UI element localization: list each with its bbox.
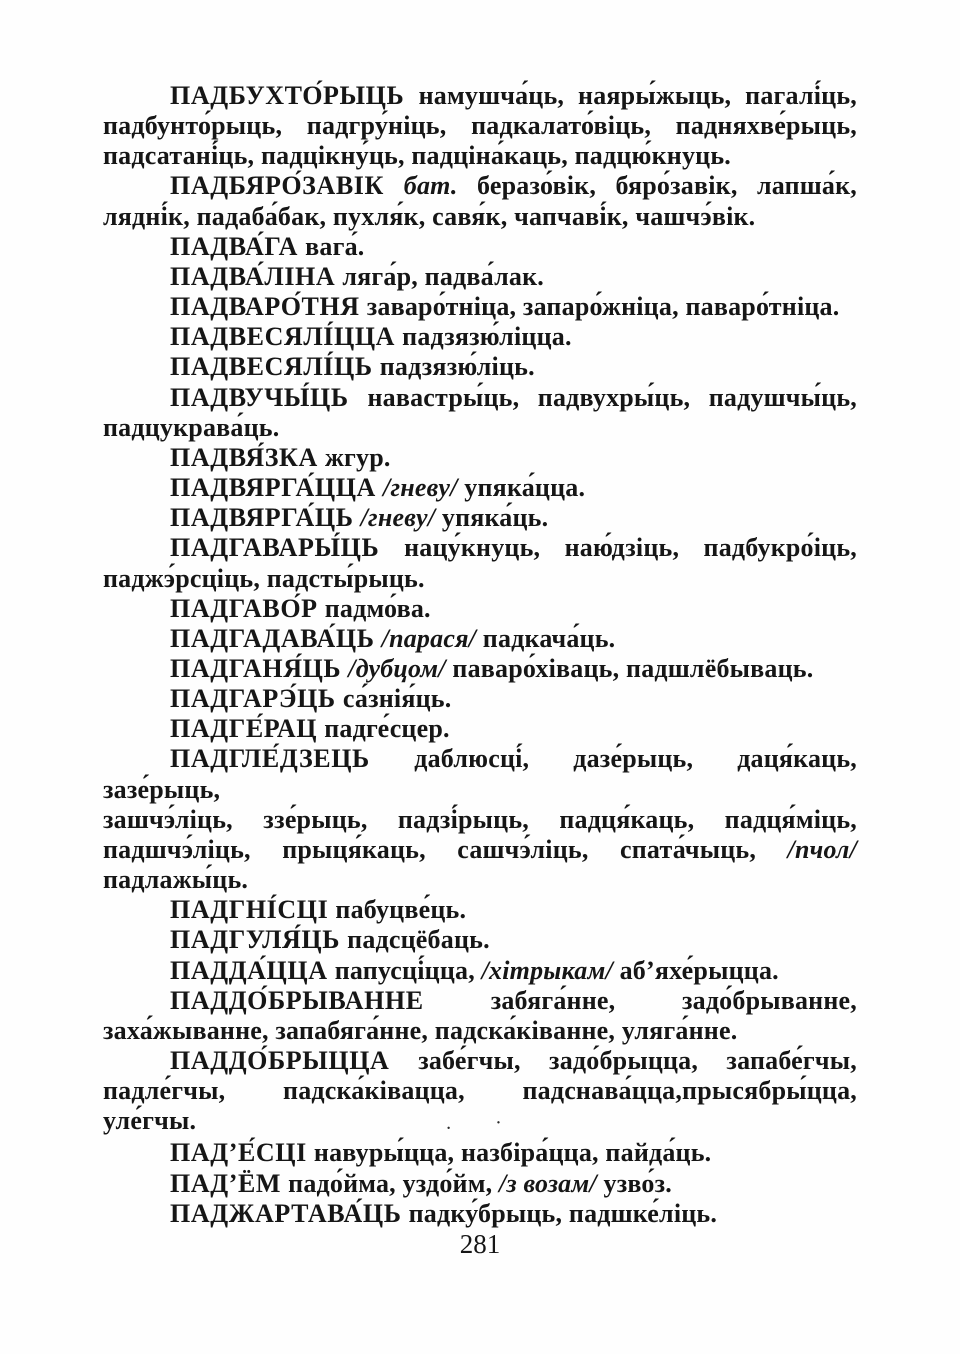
text-line [103, 925, 857, 955]
text-segment: даблюсці́, дазе́рыць, даця́каць, зазе́рыць, [103, 744, 858, 804]
headword: ПАДДО́БРЫЦЦА [170, 1046, 419, 1075]
headword: ПАДГЛЕ́ДЗЕЦЬ [170, 744, 415, 774]
headword: ПАДВЯРГА́ЦЦА [170, 473, 384, 503]
text-line [103, 714, 857, 744]
text-segment: уле́гчы. [103, 1106, 197, 1136]
headword: ПАД’ЁМ [170, 1168, 289, 1198]
text-line [103, 141, 857, 171]
headword: ПАДЖАРТАВА́ЦЬ [170, 1198, 409, 1228]
text-line [103, 1016, 857, 1046]
text-segment: падо́йма, уздо́йм, [288, 1168, 500, 1198]
italic-label: /гневу/ [383, 473, 458, 503]
text-segment: вага́. [305, 231, 365, 261]
text-segment: падшчэ́ліць, прыця́каць, сашчэ́ліць, спата́чыць, [103, 834, 788, 864]
headword: ПАДВАРО́ТНЯ [170, 292, 367, 322]
text-segment: заха́жыванне, запабяга́нне, падска́ківанне, уляга́нне. [103, 1015, 738, 1045]
text-line [103, 1169, 857, 1199]
text-line [103, 262, 857, 292]
text-line [103, 473, 857, 503]
text-line [103, 956, 857, 986]
headword: ПАДВЯ́ЗКА [170, 442, 325, 472]
text-segment: упяка́ць. [435, 503, 549, 533]
italic-label: /дубцом/ [348, 653, 446, 683]
text-line [103, 171, 857, 201]
text-segment: лядні́к, падаба́бак, пухля́к, савя́к, чапчаві́к, чашчэ́вік. [103, 201, 756, 231]
text-line [103, 865, 857, 895]
text-segment: заваро́тніца, запаро́жніца, паваро́тніца. [366, 292, 840, 322]
text-segment: нацу́кнуць, наю́дзіць, падбукро́іць, [404, 533, 857, 563]
headword: ПАДВЕСЯЛІ́ЦЬ [170, 352, 380, 382]
text-segment: зашчэ́ліць, ззе́рыць, падзі́рыць, падця́каць, падця́міць, [103, 804, 857, 834]
headword: ПАДВЕСЯЛІ́ЦЦА [170, 322, 403, 352]
text-line [103, 744, 857, 804]
text-segment: узво́з. [596, 1168, 672, 1198]
headword: ПАД’Е́СЦІ [170, 1138, 314, 1168]
text-line [103, 1106, 857, 1138]
text-line [103, 1138, 857, 1168]
text-line [103, 292, 857, 322]
text-segment: падлажы́ць. [103, 865, 249, 895]
text-segment: паджэ́рсціць, падсты́рыць. [103, 563, 425, 593]
text-segment: жгур. [324, 442, 391, 472]
text-segment: са́знія́ць. [342, 684, 452, 714]
headword: ПАДГНІ́СЦІ [170, 895, 336, 925]
text-line [103, 503, 857, 533]
text-segment: падле́гчы, падска́ківацца, падснава́цца,прысябры́цца, [103, 1076, 857, 1106]
text-line [103, 624, 857, 654]
text-segment: падсцёбаць. [347, 925, 490, 955]
text-line [103, 352, 857, 382]
text-segment: пабуцве́ць. [335, 895, 467, 925]
text-line [103, 443, 857, 473]
italic-label: бат. [403, 171, 458, 201]
text-segment: беразо́вік, бяро́завік, лапша́к, [457, 171, 857, 201]
text-line [103, 111, 857, 141]
headword: ПАДГАДАВА́ЦЬ [170, 623, 382, 653]
headword: ПАДВЯРГА́ЦЬ [170, 503, 361, 533]
italic-label: /хітрыкам/ [481, 955, 613, 985]
scan-artifact-dots: .· [446, 1112, 546, 1135]
text-segment: падзязю́ліць. [379, 352, 535, 382]
text-segment: ляга́р, падва́лак. [342, 261, 544, 291]
headword: ПАДГУЛЯ́ЦЬ [170, 925, 348, 955]
text-line [103, 895, 857, 925]
text-line [103, 684, 857, 714]
text-line [103, 232, 857, 262]
text-segment: намушча́ць, наяры́жыць, пагалі́ць, [418, 81, 857, 110]
page-number: 281 [459, 1229, 501, 1259]
headword: ПАДГЕ́РАЦ [170, 714, 325, 744]
text-line [103, 383, 857, 413]
text-segment: навастры́ць, падвухры́ць, падушчы́ць, [367, 382, 857, 412]
text-segment: падсатані́ць, падцікну́ць, падціна́каць, падцю́кнуць. [103, 141, 731, 171]
text-segment: навуры́цца, назбіра́цца, пайда́ць. [313, 1138, 712, 1168]
text-segment: падку́брыць, падшке́ліць. [408, 1198, 718, 1228]
text-segment: паваро́хіваць, падшлёбываць. [445, 653, 814, 683]
text-segment: упяка́цца. [457, 473, 586, 503]
text-line [103, 805, 857, 835]
text-segment: падзязю́ліцца. [402, 322, 572, 352]
italic-label: /гневу/ [360, 503, 436, 533]
headword: ПАДГАВАРЫ́ЦЬ [170, 533, 405, 563]
text-segment: забяга́нне, задо́брыванне, [490, 985, 857, 1015]
text-line [103, 594, 857, 624]
text-segment: падге́сцер. [324, 714, 450, 744]
text-segment: забе́гчы, задо́брыцца, запабе́гчы, [418, 1046, 857, 1075]
italic-label: /пчол/ [787, 834, 857, 864]
text-line [103, 322, 857, 352]
text-line [103, 81, 857, 111]
text-segment: падмо́ва. [324, 593, 431, 623]
headword: ПАДБУХТО́РЫЦЬ [170, 81, 419, 110]
text-line [103, 413, 857, 443]
text-block [103, 81, 857, 1229]
headword: ПАДВА́ГА [170, 231, 306, 261]
text-line [103, 564, 857, 594]
italic-label: /парася/ [381, 623, 477, 653]
text-segment: аб’яхе́рыцца. [612, 955, 779, 985]
text-segment: падкача́ць. [476, 623, 616, 653]
headword: ПАДВУЧЫ́ЦЬ [170, 382, 368, 412]
text-line [103, 533, 857, 563]
headword: ПАДГАВО́Р [170, 593, 325, 623]
text-segment: падбунто́рыць, падгру́ніць, падкалато́віць, падняхве́рыць, [103, 111, 857, 141]
text-segment: папусці́цца, [334, 955, 482, 985]
headword: ПАДБЯРО́ЗАВІК [170, 171, 404, 201]
headword: ПАДГАРЭ́ЦЬ [170, 684, 343, 714]
headword: ПАДДО́БРЫВАННЕ [170, 985, 491, 1015]
text-line [103, 1076, 857, 1106]
text-line [103, 1046, 857, 1076]
text-line [103, 1199, 857, 1229]
text-segment: падцукрава́ць. [103, 412, 280, 442]
text-line [103, 986, 857, 1016]
headword: ПАДГАНЯ́ЦЬ [170, 653, 349, 683]
text-line [103, 202, 857, 232]
text-line [103, 654, 857, 684]
text-line [103, 835, 857, 865]
headword: ПАДДА́ЦЦА [170, 955, 335, 985]
italic-label: /з возам/ [499, 1168, 597, 1198]
headword: ПАДВА́ЛІНА [170, 261, 343, 291]
